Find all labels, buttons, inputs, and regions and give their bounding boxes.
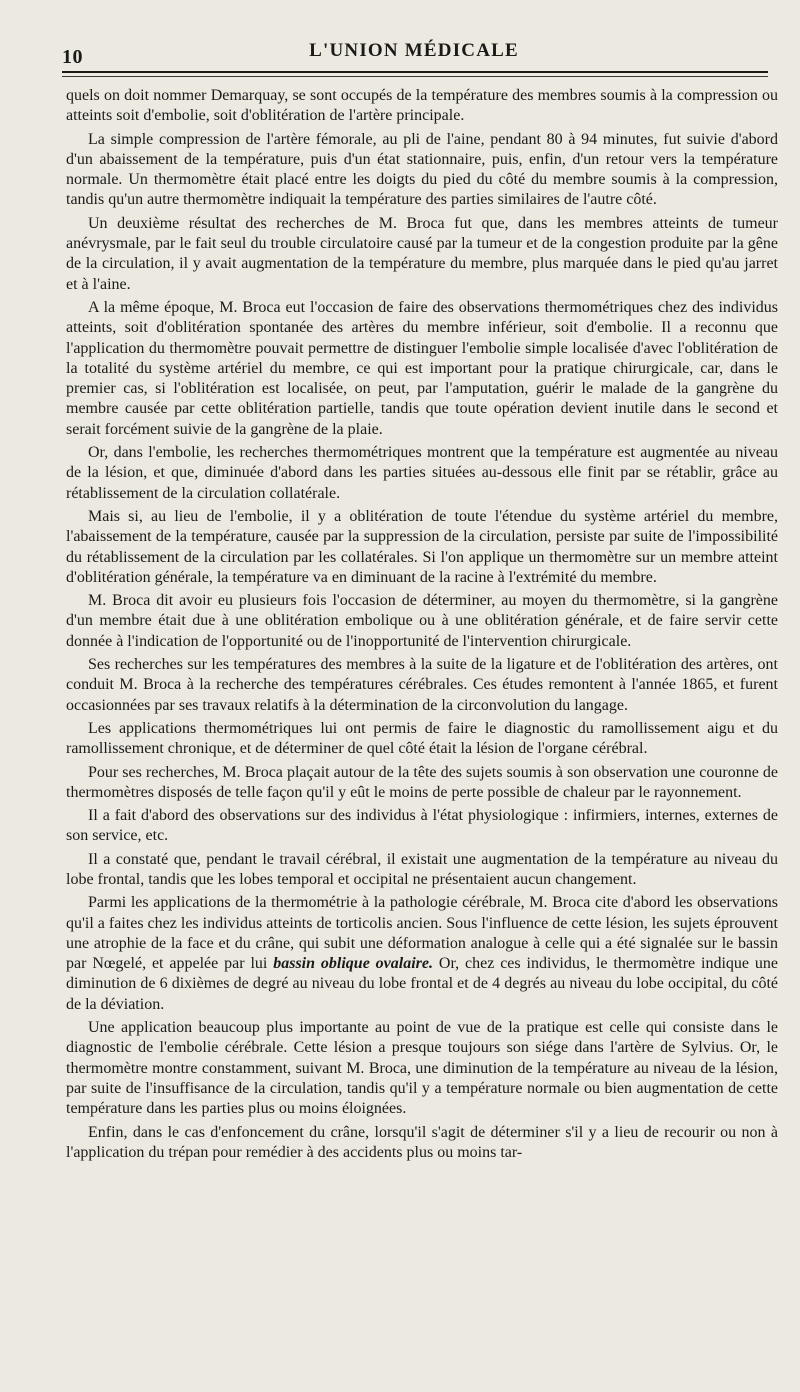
italic-term: bassin oblique ovalaire. — [273, 955, 433, 973]
paragraph: Il a fait d'abord des observations sur des individus à l'état physiologique : infirmiers, internes, externes de son service, etc. — [66, 807, 778, 845]
paragraph: Un deuxième résultat des recherches de M. Broca fut que, dans les membres atteints de tumeur anévrysmale, par le fait seul du trouble circulatoire causé par la tumeur et de la congestion produite par la gêne de la circulation, il y avait augmentation de la température du membre, plus marquée dans le pied qu'au jarret et à l'aine. — [66, 214, 778, 293]
journal-title: L'UNION MÉDICALE — [309, 40, 519, 61]
paragraph — [66, 893, 778, 1015]
header-rule-thin — [62, 76, 768, 77]
paragraph: Ses recherches sur les températures des membres à la suite de la ligature et de l'oblitération des artères, ont conduit M. Broca à la recherche des températures cérébrales. Ces études remontent à l'année 1865, et furent occasionnées par ses travaux relatifs à la détermination de la circonvolution du langage. — [66, 656, 778, 714]
paragraph: Une application beaucoup plus importante au point de vue de la pratique est celle qui consiste dans le diagnostic de l'embolie cérébrale. Cette lésion a presque toujours son siége dans l'artère de Sylvius. Or, le thermomètre montre constamment, suivant M. Broca, une diminution de la température au niveau de la lésion, par suite de l'insuffisance de la circulation, tandis qu'il y a température normale ou bien augmentation de cette température dans les parties plus ou moins éloignées. — [66, 1019, 778, 1118]
paragraph: Mais si, au lieu de l'embolie, il y a oblitération de toute l'étendue du système artériel du membre, l'abaissement de la température, causée par la suppression de la circulation, persiste par suite de l'impossibilité du rétablissement de la circulation par les collatérales. Si l'on applique un thermomètre sur un membre atteint d'oblitération générale, la température va en diminuant de la racine à l'extrémité du membre. — [66, 507, 778, 586]
page-header — [62, 40, 766, 70]
page-number: 10 — [62, 46, 83, 68]
paragraph: quels on doit nommer Demarquay, se sont occupés de la température des membres soumis à la compression ou atteints soit d'embolie, soit d'oblitération de l'artère principale. — [66, 87, 778, 125]
paragraph-text: Parmi les applications de la thermométrie à la pathologie cérébrale, M. Broca cite d'abord les observations qu'il a faites chez les individus atteints de torticolis ancien. Sous l'influence de cette lésion, les sujets éprouvent une atrophie de la face et du crâne, qui subit une déformation analogue à celle qui a été signalée sur le bassin par Nœgelé, et appelée par lui — [66, 894, 778, 973]
paragraph: Pour ses recherches, M. Broca plaçait autour de la tête des sujets soumis à son observation une couronne de thermomètres disposés de telle façon qu'il y eût le moins de perte possible de chaleur par le rayonnement. — [66, 763, 778, 801]
paragraph: M. Broca dit avoir eu plusieurs fois l'occasion de déterminer, au moyen du thermomètre, si la gangrène d'un membre était due à une oblitération embolique ou à une oblitération générale, et de faire servir cette donnée à l'indication de l'opportunité ou de l'inopportunité de l'intervention chirurgicale. — [66, 592, 778, 650]
paragraph: Il a constaté que, pendant le travail cérébral, il existait une augmentation de la température au niveau du lobe frontal, tandis que les lobes temporal et occipital ne présentaient aucun changement. — [66, 850, 778, 888]
article-body — [66, 86, 778, 1163]
paragraph: La simple compression de l'artère fémorale, au pli de l'aine, pendant 80 à 94 minutes, fut suivie d'abord d'un abaissement de la température, puis d'un état stationnaire, puis, enfin, d'un retour vers la température normale. Un thermomètre était placé entre les doigts du pied du côté du membre soumis à la compression, tandis qu'un autre thermomètre indiquait la température des parties similaires de l'autre côté. — [66, 130, 778, 209]
header-rule — [62, 71, 768, 73]
paragraph: Enfin, dans le cas d'enfoncement du crâne, lorsqu'il s'agit de déterminer s'il y a lieu de recourir ou non à l'application du trépan pour remédier à des accidents plus ou moins tar- — [66, 1123, 778, 1161]
paragraph: Les applications thermométriques lui ont permis de faire le diagnostic du ramollissement aigu et du ramollissement chronique, et de déterminer de quel côté était la lésion de l'organe cérébral. — [66, 719, 778, 758]
paragraph: Or, dans l'embolie, les recherches thermométriques montrent que la température est augmentée au niveau de la lésion, et que, diminuée d'abord dans les parties situées au-dessous elle finit par se rétablir, grâce au rétablissement de la circulation collatérale. — [66, 444, 778, 502]
paragraph-text: Or, chez ces individus, le thermomètre indique une diminution de 6 dixièmes de degré au niveau du lobe frontal et de 4 degrés au niveau du lobe occipital, du côté de la déviation. — [66, 955, 778, 1013]
paragraph: A la même époque, M. Broca eut l'occasion de faire des observations thermométriques chez des individus atteints, soit d'oblitération spontanée des artères du membre inférieur, soit d'embolie. Il a reconnu que l'application du thermomètre pouvait permettre de distinguer l'embolie simple localisée d'avec l'oblitération de la totalité du système artériel du membre, ce qui est important pour la pratique chirurgicale, car, dans le premier cas, si l'oblitération est localisée, on peut, par l'amputation, guérir le malade de la gangrène du membre causée par cette oblitération partielle, tandis que toute opération devient inutile dans le second et serait forcément suivie de la gangrène de la plaie. — [66, 298, 778, 438]
